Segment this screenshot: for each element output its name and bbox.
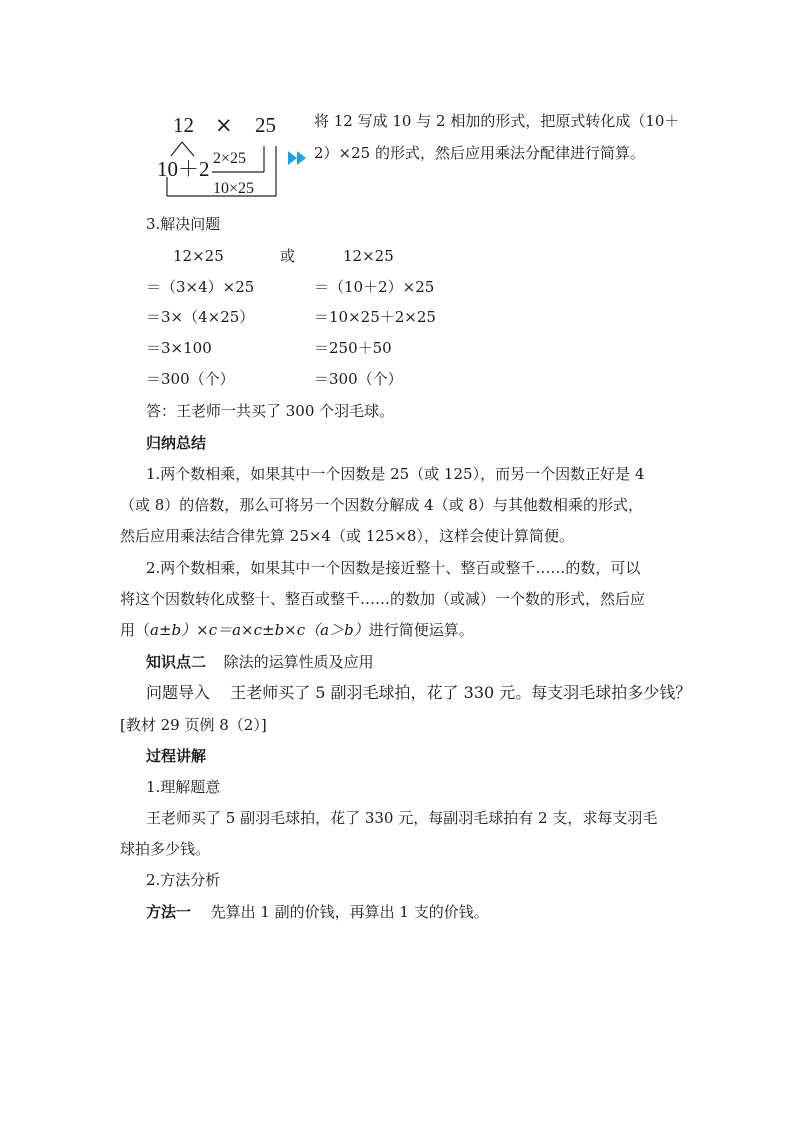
calc-right-row: 12×25 xyxy=(343,247,394,265)
summary-p2-line: 2.两个数相乘，如果其中一个因数是接近整十、整百或整千……的数，可以 xyxy=(146,559,641,577)
calc-left-row: ＝3×（4×25） xyxy=(146,308,255,326)
calc-left-row: ＝300（个） xyxy=(146,370,235,388)
kp2-title: 除法的运算性质及应用 xyxy=(223,653,374,671)
calc-right-row: ＝10×25＋2×25 xyxy=(314,308,436,326)
kp2-label: 知识点二 xyxy=(146,653,207,671)
solve-heading: 3.解决问题 xyxy=(146,215,221,233)
summary-p2-post: 进行简便运算。 xyxy=(368,621,474,639)
summary-p2-pre: 用（ xyxy=(120,621,151,639)
double-arrow-icon xyxy=(288,151,310,165)
understand-line-1: 王老师买了 5 副羽毛球拍，花了 330 元，每副羽毛球拍有 2 支，求每支羽毛 xyxy=(146,809,658,827)
calc-left-row: ＝（3×4）×25 xyxy=(146,278,255,296)
calc-right-row: ＝250＋50 xyxy=(314,339,392,357)
diagram-top-times: × xyxy=(215,113,233,137)
calc-left-row: ＝3×100 xyxy=(146,339,212,357)
summary-heading: 归纳总结 xyxy=(146,434,207,452)
understand-line-2: 球拍多少钱。 xyxy=(120,840,211,858)
summary-p2-line: 将这个因数转化成整十、整百或整千……的数加（或减）一个数的形式，然后应 xyxy=(120,590,646,608)
question-ref: [教材 29 页例 8（2）] xyxy=(120,716,267,734)
intro-line-1: 将 12 写成 10 与 2 相加的形式，把原式转化成（10＋ xyxy=(314,112,680,130)
diagram-outer: 10×25 xyxy=(213,180,255,197)
summary-p1-line: （或 8）的倍数，那么可将另一个因数分解成 4（或 8）与其他数相乘的形式， xyxy=(120,496,643,514)
diagram-inner: 2×25 xyxy=(213,150,247,167)
question-label: 问题导入 xyxy=(146,683,211,702)
diagram-top-left: 12 xyxy=(173,113,194,137)
diagram-split: 10＋2 xyxy=(157,157,210,181)
intro-line-2: 2）×25 的形式，然后应用乘法分配律进行简算。 xyxy=(314,144,645,162)
calc-or: 或 xyxy=(280,247,296,265)
diagram-top-right: 25 xyxy=(255,113,276,137)
calc-right-row: ＝300（个） xyxy=(314,370,403,388)
calc-right-row: ＝（10＋2）×25 xyxy=(314,278,435,296)
summary-p2-formula: a±b）×c＝a×c±b×c（a＞b） xyxy=(150,621,369,639)
summary-p1-line: 1.两个数相乘，如果其中一个因数是 25（或 125），而另一个因数正好是 4 xyxy=(146,465,645,483)
question-text: 王老师买了 5 副羽毛球拍，花了 330 元。每支羽毛球拍多少钱？ xyxy=(230,683,692,702)
method-one-label: 方法一 xyxy=(146,903,192,921)
kp2-heading xyxy=(146,652,374,672)
summary-p1-line: 然后应用乘法结合律先算 25×4（或 125×8），这样会使计算简便。 xyxy=(120,527,574,545)
summary-p2-line-last xyxy=(120,620,474,640)
method-heading: 2.方法分析 xyxy=(146,871,221,889)
calc-left-row: 12×25 xyxy=(173,247,224,265)
process-heading: 过程讲解 xyxy=(146,747,207,765)
understand-heading: 1.理解题意 xyxy=(146,778,221,796)
answer: 答：王老师一共买了 300 个羽毛球。 xyxy=(146,402,395,420)
method-one-text: 先算出 1 副的价钱，再算出 1 支的价钱。 xyxy=(210,903,489,921)
method-one-line xyxy=(146,902,489,922)
question-line xyxy=(146,683,691,703)
